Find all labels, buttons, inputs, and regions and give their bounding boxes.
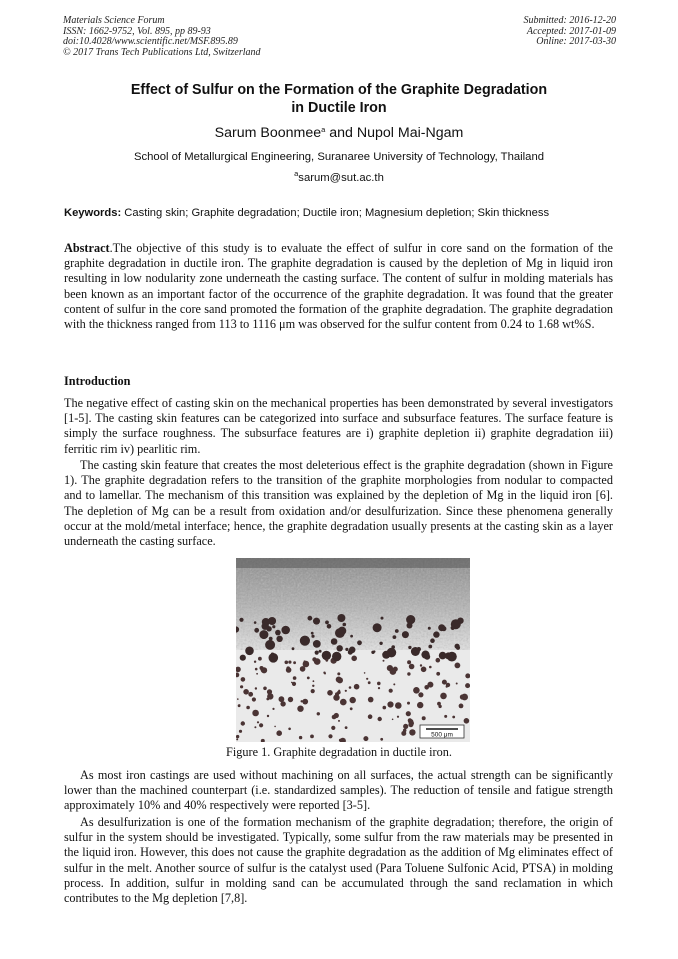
- graphite-nodule: [455, 663, 461, 669]
- graphite-nodule: [292, 682, 296, 686]
- graphite-nodule: [464, 718, 470, 724]
- graphite-nodule: [433, 631, 439, 637]
- author-conjunction: and: [325, 125, 357, 141]
- graphite-nodule: [407, 672, 410, 675]
- graphite-nodule: [323, 672, 325, 674]
- graphite-nodule: [343, 623, 347, 627]
- micrograph-image: [236, 558, 470, 742]
- graphite-nodule: [368, 714, 373, 719]
- graphite-nodule: [438, 705, 441, 708]
- graphite-nodule: [368, 681, 371, 684]
- graphite-nodule: [441, 626, 446, 631]
- graphite-nodule: [257, 721, 259, 723]
- graphite-nodule: [340, 699, 347, 706]
- graphite-nodule: [430, 638, 435, 643]
- graphite-nodule: [332, 652, 341, 661]
- graphite-nodule: [236, 735, 239, 738]
- graphite-nodule: [307, 677, 310, 680]
- graphite-nodule: [363, 736, 368, 741]
- graphite-nodule: [393, 635, 397, 639]
- graphite-nodule: [237, 698, 239, 700]
- graphite-nodule: [285, 661, 289, 665]
- author-1-affil-mark: a: [321, 125, 326, 134]
- graphite-nodule: [387, 665, 393, 671]
- abstract-text: .The objective of this study is to evaluate the effect of sulfur in core sand on the formation of the graphite degradation in ductile iron. The graphite degradation is caused by the depletion of Mg in liquid iron resulting in low nodularity zone underneath the casting surface. The content of sulfur in molding materials has been known as an important factor of the occurrence of the graphite degradation. It was found that the greater content of sulfur in the core sand promoted the formation of the graphite degradation. The graphite degradation with the thickness ranged from 113 to 1116 μm was observed for the sulfur content from 0.24 to 1.68 wt%S.: [64, 241, 613, 332]
- author-2: Nupol Mai-Ngam: [356, 125, 464, 141]
- graphite-nodule: [255, 668, 258, 671]
- intro-paragraph-4: As desulfurization is one of the formation mechanism of the graphite degradation; therefore, the origin of sulfur in the system should be investigated. Typically, some sulfur from the raw materials may be presented in the liquid iron. However, this does not cause the graphite degradation as the addition of Mg eliminates effect of sulfur in the melt. Another source of sulfur is the catalyst used (Para Toluene Sulfonic Acid, PTSA) in molding process. In addition, sulfur in molding sand can be accumulated through the sand reclamation in which contributes to the Mg depletion [7,8].: [64, 815, 613, 906]
- figure-1-caption: Figure 1. Graphite degradation in ductile iron.: [226, 745, 452, 759]
- intro-paragraph-1: The negative effect of casting skin on the mechanical properties has been demonstrated by several investigators [1-5]. The casting skin features can be categorized into surface and subsurface features. The surface feature is simply the surface roughness. The subsurface features are i) graphite depletion ii) graphite degradation iii) ferritic rim iv) pearlitic rim.: [64, 396, 613, 456]
- graphite-nodule: [345, 690, 347, 692]
- graphite-nodule: [252, 710, 259, 717]
- graphite-nodule: [373, 650, 375, 652]
- graphite-nodule: [331, 726, 335, 730]
- graphite-nodule: [381, 617, 384, 620]
- graphite-nodule: [267, 715, 269, 717]
- graphite-nodule: [313, 680, 315, 682]
- graphite-nodule: [236, 738, 238, 740]
- graphite-nodule: [245, 647, 254, 656]
- graphite-nodule: [293, 676, 297, 680]
- graphite-nodule: [319, 650, 322, 653]
- graphite-nodule: [439, 652, 447, 660]
- graphite-nodule: [428, 627, 431, 630]
- graphite-nodule: [409, 664, 415, 670]
- graphite-nodule: [313, 640, 321, 648]
- graphite-nodule: [350, 697, 356, 703]
- graphite-nodule: [276, 636, 282, 642]
- graphite-nodule: [395, 629, 399, 633]
- graphite-nodule: [256, 673, 258, 675]
- graphite-nodule: [300, 636, 310, 646]
- graphite-nodule: [421, 667, 427, 673]
- graphite-nodule: [389, 689, 393, 693]
- journal-name: Materials Science Forum: [63, 15, 165, 26]
- keywords: [64, 207, 624, 219]
- graphite-nodule: [413, 687, 420, 694]
- graphite-nodule: [417, 647, 421, 651]
- graphite-nodule: [243, 689, 249, 695]
- accepted-date: Accepted: 2017-01-09: [526, 25, 616, 37]
- graphite-nodule: [240, 685, 243, 688]
- graphite-nodule: [402, 631, 409, 638]
- graphite-nodule: [368, 697, 374, 703]
- graphite-nodule: [297, 706, 303, 712]
- graphite-nodule: [338, 720, 340, 722]
- graphite-nodule: [337, 645, 343, 651]
- graphite-nodule: [403, 729, 407, 733]
- graphite-nodule: [338, 627, 346, 635]
- graphite-nodule: [261, 668, 266, 673]
- graphite-nodule: [259, 723, 263, 727]
- author-email: [60, 169, 618, 184]
- copyright-line: © 2017 Trans Tech Publications Ltd, Switzerland: [63, 46, 261, 58]
- submitted-date: Submitted: 2016-12-20: [523, 15, 616, 26]
- graphite-nodule: [293, 661, 296, 664]
- graphite-nodule: [263, 687, 267, 691]
- graphite-nodule: [406, 615, 415, 624]
- scale-bar-label: 500 μm: [431, 731, 453, 739]
- graphite-nodule: [421, 651, 429, 659]
- graphite-nodule: [254, 621, 257, 624]
- graphite-nodule: [238, 704, 240, 706]
- graphite-nodule: [272, 708, 274, 710]
- graphite-nodule: [451, 626, 455, 630]
- graphite-nodule: [337, 614, 345, 622]
- graphite-nodule: [274, 726, 276, 728]
- graphite-nodule: [312, 685, 314, 687]
- doi-line: doi:10.4028/www.scientific.net/MSF.895.89: [63, 36, 238, 48]
- graphite-nodule: [272, 625, 275, 628]
- graphite-nodule: [366, 678, 368, 680]
- graphite-nodule: [254, 726, 256, 728]
- graphite-nodule: [332, 715, 337, 720]
- graphite-nodule: [333, 694, 339, 700]
- graphite-nodule: [377, 682, 381, 686]
- graphite-nodule: [279, 696, 285, 702]
- abstract: [64, 241, 613, 332]
- graphite-nodule: [465, 683, 470, 688]
- graphite-nodule: [276, 730, 282, 736]
- graphite-nodule: [286, 667, 292, 673]
- graphite-nodule: [299, 736, 302, 739]
- paper-title: [60, 82, 618, 117]
- graphite-nodule: [446, 686, 448, 688]
- graphite-nodule: [322, 651, 331, 660]
- graphite-nodule: [313, 618, 320, 625]
- graphite-nodule: [409, 729, 415, 735]
- graphite-nodule: [395, 702, 402, 709]
- keywords-label: Keywords:: [64, 207, 122, 219]
- graphite-nodule: [397, 716, 399, 718]
- figure-1-micrograph: [236, 558, 470, 742]
- graphite-nodule: [407, 660, 411, 664]
- graphite-nodule: [444, 715, 447, 718]
- graphite-nodule: [271, 653, 274, 656]
- graphite-nodule: [265, 640, 275, 650]
- graphite-nodule: [380, 738, 383, 741]
- email-address[interactable]: sarum@sut.ac.th: [298, 172, 384, 184]
- graphite-nodule: [442, 680, 447, 685]
- graphite-nodule: [239, 618, 243, 622]
- graphite-nodule: [314, 658, 321, 665]
- graphite-nodule: [428, 645, 432, 649]
- graphite-nodule: [373, 623, 382, 632]
- graphite-nodule: [354, 684, 360, 690]
- title-line-1: Effect of Sulfur on the Formation of the Graphite Degradation: [130, 82, 548, 98]
- graphite-nodule: [317, 712, 320, 715]
- graphite-nodule: [259, 630, 268, 639]
- header-left: [63, 16, 261, 58]
- graphite-nodule: [252, 697, 256, 701]
- graphite-nodule: [455, 644, 460, 649]
- graphite-nodule: [350, 635, 353, 638]
- graphite-nodule: [424, 685, 429, 690]
- graphite-nodule: [240, 655, 246, 661]
- title-line-2: in Ductile Iron: [291, 99, 387, 116]
- graphite-nodule: [311, 689, 315, 693]
- casting-surface: [236, 558, 470, 568]
- graphite-nodule: [440, 693, 447, 700]
- graphite-nodule: [337, 672, 340, 675]
- graphite-nodule: [281, 626, 290, 635]
- affiliation: School of Metallurgical Engineering, Suranaree University of Technology, Thailand: [133, 151, 545, 163]
- graphite-nodule: [379, 642, 382, 645]
- graphite-nodule: [239, 730, 242, 733]
- graphite-nodule: [262, 623, 269, 630]
- graphite-nodule: [337, 677, 343, 683]
- graphite-nodule: [447, 652, 457, 662]
- graphite-nodule: [357, 640, 362, 645]
- author-list: [60, 125, 618, 141]
- graphite-nodule: [420, 664, 422, 666]
- graphite-nodule: [351, 656, 357, 662]
- graphite-nodule: [364, 672, 366, 674]
- graphite-nodule: [378, 687, 380, 689]
- issn-line: ISSN: 1662-9752, Vol. 895, pp 89-93: [63, 25, 211, 37]
- graphite-nodule: [422, 716, 426, 720]
- graphite-nodule: [246, 706, 250, 710]
- graphite-nodule: [311, 635, 314, 638]
- graphite-nodule: [331, 638, 338, 645]
- graphite-nodule: [327, 690, 333, 696]
- graphite-nodule: [292, 647, 295, 650]
- graphite-nodule: [311, 632, 314, 635]
- graphite-nodule: [288, 728, 291, 731]
- graphite-nodule: [348, 650, 353, 655]
- graphite-nodule: [459, 704, 464, 709]
- graphite-nodule: [436, 658, 441, 663]
- graphite-nodule: [382, 651, 390, 659]
- graphite-nodule: [417, 702, 423, 708]
- graphite-nodule: [378, 717, 382, 721]
- graphite-nodule: [452, 716, 455, 719]
- graphite-nodule: [304, 660, 306, 662]
- graphite-nodule: [308, 616, 313, 621]
- graphite-nodule: [407, 702, 410, 705]
- graphite-nodule: [460, 694, 465, 699]
- graphite-nodule: [255, 687, 257, 689]
- keywords-text: Casting skin; Graphite degradation; Ductile iron; Magnesium depletion; Skin thickness: [121, 207, 550, 219]
- header-right: [524, 16, 617, 48]
- abstract-label: Abstract: [64, 241, 110, 255]
- author-1: Sarum Boonmee: [214, 125, 322, 141]
- scale-bar: [420, 725, 464, 739]
- graphite-nodule: [350, 707, 353, 710]
- graphite-nodule: [325, 659, 328, 662]
- online-date: Online: 2017-03-30: [536, 36, 616, 48]
- graphite-nodule: [302, 699, 308, 705]
- graphite-nodule: [436, 672, 440, 676]
- graphite-nodule: [267, 693, 273, 699]
- graphite-nodule: [325, 621, 329, 625]
- graphite-nodule: [403, 724, 408, 729]
- graphite-nodule: [457, 618, 463, 624]
- graphite-nodule: [315, 651, 319, 655]
- intro-paragraph-3: As most iron castings are used without machining on all surfaces, the actual strength can be significantly lower than the machined counterpart (i.e. standardized samples). The reduction of tensile and fatigue strength approximately 10% and 40% respectively were reported [3-5].: [64, 768, 613, 813]
- graphite-nodule: [269, 637, 273, 641]
- graphite-nodule: [418, 692, 423, 697]
- email-affil-mark: a: [294, 169, 299, 178]
- graphite-nodule: [429, 666, 432, 669]
- graphite-nodule: [241, 721, 245, 725]
- graphite-nodule: [241, 677, 246, 682]
- graphite-nodule: [383, 706, 387, 710]
- graphite-nodule: [345, 648, 348, 651]
- graphite-nodule: [383, 660, 385, 662]
- graphite-nodule: [345, 726, 348, 729]
- graphite-nodule: [392, 719, 394, 721]
- graphite-nodule: [254, 661, 256, 663]
- graphite-nodule: [349, 686, 352, 689]
- graphite-nodule: [406, 711, 411, 716]
- graphite-nodule: [248, 692, 253, 697]
- graphite-nodule: [387, 701, 393, 707]
- intro-paragraph-2: The casting skin feature that creates the most deleterious effect is the graphite degradation (shown in Figure 1). The graphite degradation refers to the transition of the graphite morphologies from nodular to compacted and to lamellar. The mechanism of this transition was explained by the depletion of Mg in the liquid iron [6]. The depletion of Mg can be a result from oxidation and/or desulfurization. Since these phenomena generally occur at the mold/metal interface; hence, the graphite degradation usually presents at the casting skin as a layer underneath the casting surface.: [64, 458, 613, 549]
- graphite-nodule: [327, 624, 332, 629]
- graphite-nodule: [393, 683, 395, 685]
- introduction-heading: Introduction: [64, 374, 131, 388]
- graphite-nodule: [288, 697, 293, 702]
- graphite-nodule: [310, 735, 314, 739]
- graphite-nodule: [254, 628, 259, 633]
- graphite-nodule: [456, 683, 458, 685]
- graphite-nodule: [408, 646, 411, 649]
- graphite-nodule: [408, 719, 413, 724]
- graphite-nodule: [258, 657, 262, 661]
- graphite-nodule: [288, 661, 291, 664]
- graphite-nodule: [328, 734, 332, 738]
- graphite-nodule: [275, 630, 281, 636]
